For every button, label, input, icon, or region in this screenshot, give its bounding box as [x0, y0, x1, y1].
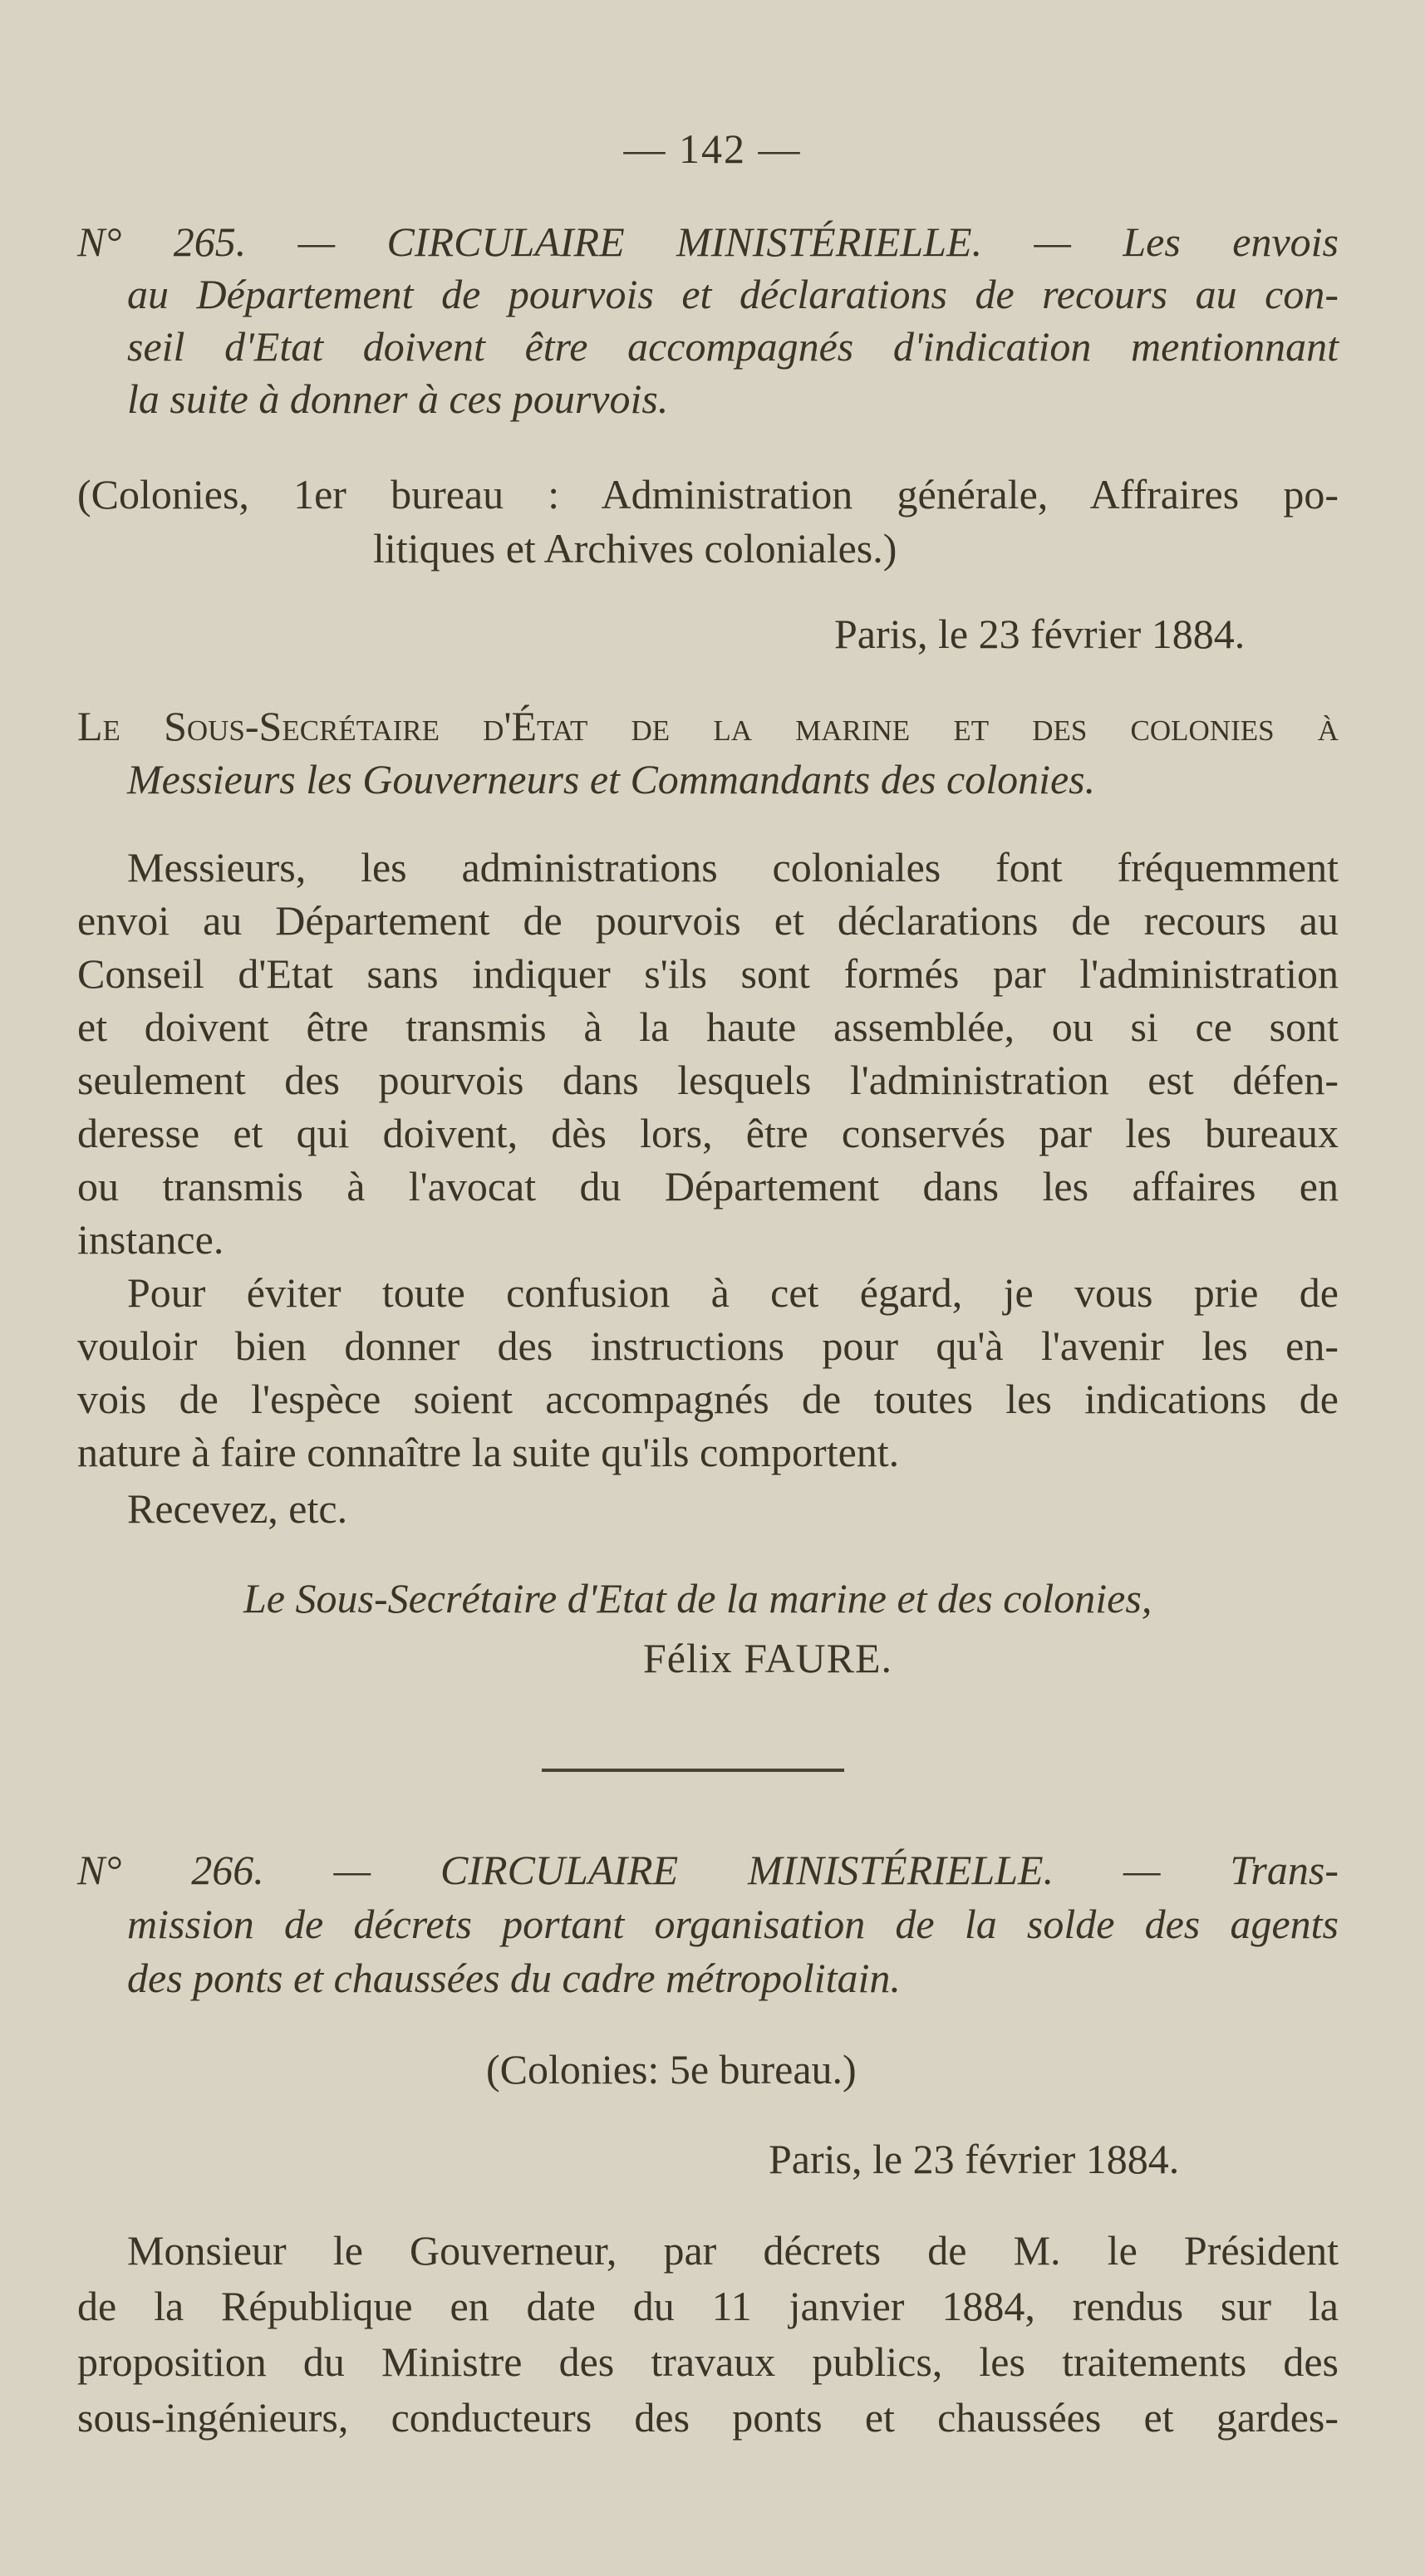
separator-rule	[542, 1769, 844, 1772]
entry-265-date: Paris, le 23 février 1884.	[834, 611, 1246, 657]
entry-265-body-line: envoi au Département de pourvois et déclarations de recours au	[77, 897, 1339, 944]
entry-265-body-line: vouloir bien donner des instructions pour qu'à l'avenir les en-	[77, 1322, 1339, 1369]
entry-265-heading-line: N° 265. — CIRCULAIRE MINISTÉRIELLE. — Les envois	[77, 218, 1339, 265]
entry-266-office: (Colonies: 5e bureau.)	[486, 2046, 857, 2093]
entry-266-heading-line: N° 266. — CIRCULAIRE MINISTÉRIELLE. — Trans-	[77, 1847, 1339, 1893]
entry-265-address-line: Le Sous-Secrétaire d'État de la marine et des colonies à	[77, 703, 1339, 749]
entry-266-date: Paris, le 23 février 1884.	[769, 2136, 1180, 2182]
entry-265-body-line: vois de l'espèce soient accompagnés de toutes les indications de	[77, 1376, 1339, 1422]
entry-265-body-line: ou transmis à l'avocat du Département dans les affaires en	[77, 1163, 1339, 1209]
entry-265-body-line: Messieurs, les administrations coloniales font fréquemment	[127, 844, 1339, 891]
entry-265-body-line: et doivent être transmis à la haute assemblée, ou si ce sont	[77, 1003, 1339, 1050]
entry-265-body-line: Recevez, etc.	[127, 1485, 348, 1532]
entry-265-body-line: nature à faire connaître la suite qu'ils comportent.	[77, 1429, 900, 1475]
entry-265-address-line: Messieurs les Gouverneurs et Commandants des colonies.	[127, 756, 1096, 802]
entry-265-signature-title: Le Sous-Secrétaire d'Etat de la marine et des colonies,	[243, 1575, 1152, 1622]
entry-266-body-line: de la République en date du 11 janvier 1884, rendus sur la	[77, 2283, 1339, 2329]
entry-265-signature-name: Félix FAURE.	[643, 1635, 892, 1681]
entry-265-body-line: seulement des pourvois dans lesquels l'administration est défen-	[77, 1057, 1339, 1103]
entry-265-heading-line: seil d'Etat doivent être accompagnés d'indication mentionnant	[127, 323, 1339, 370]
entry-265-heading-line: la suite à donner à ces pourvois.	[127, 375, 669, 422]
entry-265-heading-line: au Département de pourvois et déclarations de recours au con-	[127, 271, 1339, 317]
page-number: — 142 —	[623, 125, 802, 172]
entry-265-body-line: Conseil d'Etat sans indiquer s'ils sont formés par l'administration	[77, 950, 1339, 997]
entry-265-body-line: deresse et qui doivent, dès lors, être conservés par les bureaux	[77, 1110, 1339, 1156]
entry-266-body-line: sous-ingénieurs, conducteurs des ponts et chaussées et gardes-	[77, 2394, 1339, 2441]
entry-266-heading-line: mission de décrets portant organisation de la solde des agents	[127, 1901, 1339, 1947]
entry-265-office-line: (Colonies, 1er bureau : Administration générale, Affraires po-	[77, 471, 1339, 518]
entry-265-body-line: Pour éviter toute confusion à cet égard, je vous prie de	[127, 1269, 1339, 1316]
entry-265-office-line: litiques et Archives coloniales.)	[373, 525, 897, 572]
entry-266-body-line: proposition du Ministre des travaux publics, les traitements des	[77, 2338, 1339, 2385]
entry-265-body-line: instance.	[77, 1216, 224, 1263]
entry-266-heading-line: des ponts et chaussées du cadre métropolitain.	[127, 1955, 901, 2001]
entry-266-body-line: Monsieur le Gouverneur, par décrets de M. le Président	[127, 2227, 1339, 2274]
